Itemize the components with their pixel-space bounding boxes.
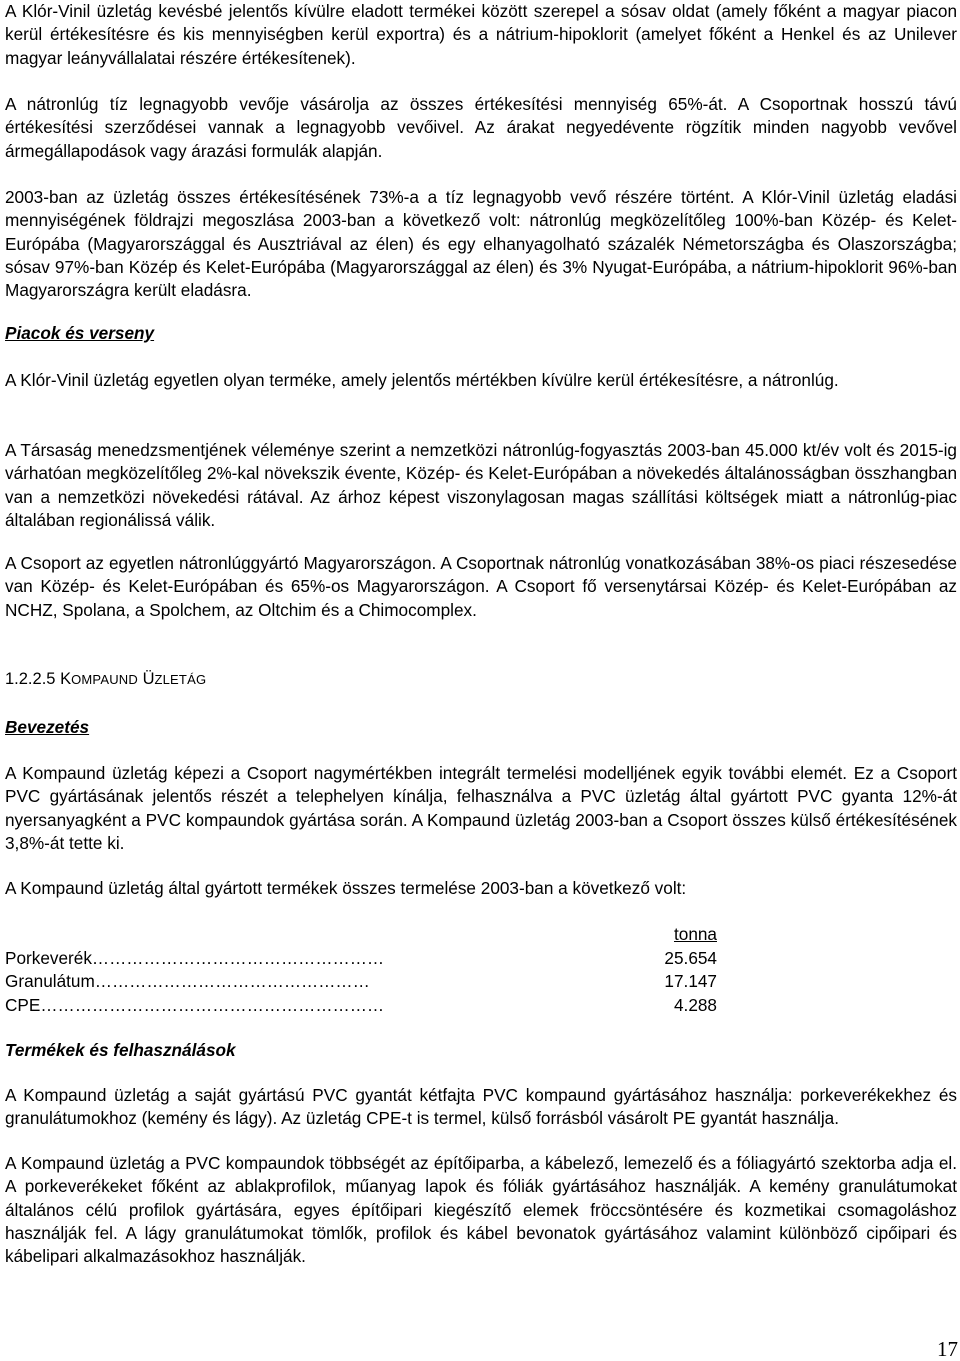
product-value: 25.654 xyxy=(664,947,717,968)
paragraph-consumption: A Társaság menedzsmentjének véleménye szerint a nemzetközi nátronlúg-fogyasztás 2003-ban 45.000 kt/év volt és 2015-ig várhatóan megközelítőleg 2%-kal növekszik évente, Közép- és Kelet-Európában a növekedés általánosságban összhangban van a nemzetközi növekedési rátával. Az árhoz képest viszonylagosan magas szállítási költségek miatt a nátronlúg-piac általában regionálissá válik. xyxy=(5,440,957,530)
heading-products: Termékek és felhasználások xyxy=(5,1040,236,1060)
product-name: CPE…………………………………………………… xyxy=(5,994,385,1015)
paragraph-compound-intro: A Kompaund üzletág képezi a Csoport nagymértékben integrált termelési modelljének egyik további elemét. Ez a Csoport PVC gyártásának jelentős részét a telephelyen kínálja, felhasználva a PVC üzletág által gyártott PVC gyanta 12%-át nyersanyagként a PVC kompaundok gyártása során. A Kompaund üzletág 2003-ban a Csoport összes külső értékesítésének 3,8%-át tette ki. xyxy=(5,763,957,853)
paragraph-main-product: A Klór-Vinil üzletág egyetlen olyan terméke, amely jelentős mértékben kívülre kerül értékesítésre, a nátronlúg. xyxy=(5,370,839,390)
paragraph-geographic-split: 2003-ban az üzletág összes értékesítésének 73%-a a tíz legnagyobb vevő részére történt. A Klór-Vinil üzletág eladási mennyiségének földrajzi megoszlása 2003-ban a következő volt: nátronlúg megközelítőleg 100%-ban Közép- és Kelet-Európába (Magyarországgal és Ausztriával az élen) és egy elhanyagolható százalék Németországba és Olaszországba; sósav 97%-ban Közép és Kelet-Európába (Magyarországgal az élen) és 3% Nyugat-Európába, a nátrium-hipoklorit 96%-ban Magyarországra került eladásra. xyxy=(5,187,957,301)
section-number: 1.2.2.5 xyxy=(5,670,56,688)
table-row xyxy=(5,947,735,971)
table-row xyxy=(5,994,735,1018)
section-title: KOMPAUND ÜZLETÁG xyxy=(60,670,207,688)
paragraph-competitors: A Csoport az egyetlen nátronlúggyártó Magyarországon. A Csoportnak nátronlúg vonatkozásában 38%-os piaci részesedése van Közép- és Kelet-Európában és 65%-os Magyarországon. A Csoport fő versenytársai Közép- és Kelet-Európában az NCHZ, Spolana, a Spolchem, az Oltchim és a Chimocomplex. xyxy=(5,553,957,620)
heading-markets: Piacok és verseny xyxy=(5,323,155,343)
paragraph-applications: A Kompaund üzletág a PVC kompaundok többségét az építőiparba, a kábelező, lemezelő és a fóliagyártó szektorba adja el. A porkeverékeket főként az ablakprofilok, műanyag lapok és fóliák gyártásához használják. A kemény granulátumokat általános célú profilok gyártására, egyes építőipari kiegészítő elemek fröccsöntésére és kozmetikai csomagoláshoz használják fel. A lágy granulátumokat tömlők, profilok és kábel bevonatok gyártásához valamint különböző cipőipari és kábelipari alkalmazásokhoz használják. xyxy=(5,1153,957,1267)
paragraph-product-types: A Kompaund üzletág a saját gyártású PVC gyantát kétfajta PVC kompaund gyártásához használja: porkeverékekhez és granulátumokhoz (kemény és lágy). Az üzletág CPE-t is termel, külső forrásból vásárolt PE gyantát használja. xyxy=(5,1085,957,1129)
table-row xyxy=(5,970,735,994)
production-table xyxy=(5,923,735,1017)
product-value: 17.147 xyxy=(664,971,717,991)
product-name: Porkeverék…………………………………………… xyxy=(5,947,385,968)
product-name: Granulátum………………………………………… xyxy=(5,971,370,991)
heading-intro: Bevezetés xyxy=(5,717,90,737)
section-heading xyxy=(5,668,206,691)
paragraph-production-lead: A Kompaund üzletág által gyártott termékek összes termelése 2003-ban a következő volt: xyxy=(5,878,687,898)
page-number: 17 xyxy=(937,1337,958,1361)
table-header-row xyxy=(5,923,735,947)
product-value: 4.288 xyxy=(673,994,717,1015)
unit-label: tonna xyxy=(673,924,717,944)
paragraph-byproducts: A Klór-Vinil üzletág kevésbé jelentős kívülre eladott termékei között szerepel a sósav oldat (amely főként a magyar piacon kerül értékesítésre és kis mennyiségben kerül exportra) és a nátrium-hipoklorit (amelyet főként a Henkel és az Unilever magyar leányvállalatai részére értékesítenek). xyxy=(5,1,957,68)
paragraph-top-customers: A nátronlúg tíz legnagyobb vevője vásárolja az összes értékesítési mennyiség 65%-át. A Csoportnak hosszú távú értékesítési szerződései vannak a legnagyobb vevőivel. Az árakat negyedévente rögzítik minden nagyobb vevővel ármegállapodások vagy árazási formulák alapján. xyxy=(5,94,957,161)
